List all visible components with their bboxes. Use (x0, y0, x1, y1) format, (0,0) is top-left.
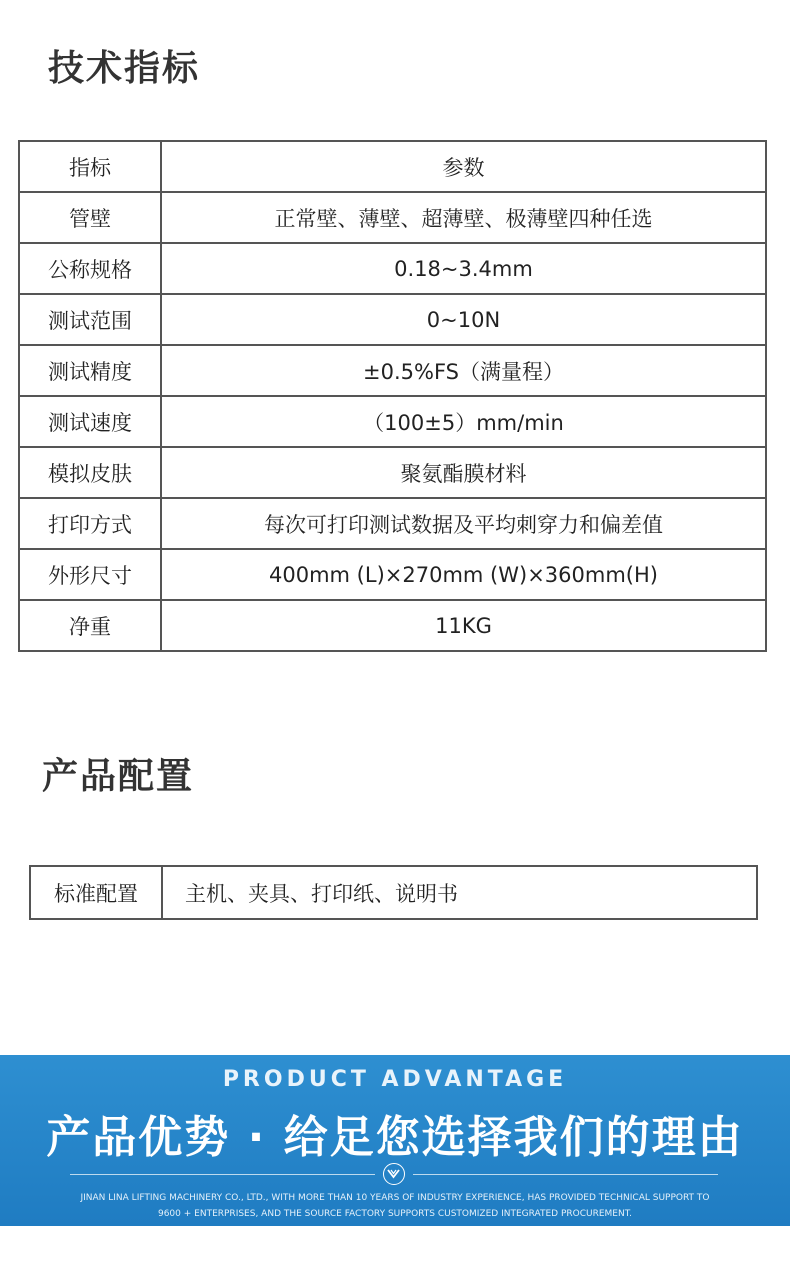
table-row (19, 294, 766, 345)
banner-en-title: PRODUCT ADVANTAGE (222, 1067, 568, 1092)
table-header-row (19, 141, 766, 192)
table-row (30, 866, 757, 919)
row-value: 0.18~3.4mm (161, 243, 766, 294)
config-section-title: 产品配置 (42, 756, 195, 797)
banner-description (40, 1190, 750, 1222)
row-label: 测试范围 (19, 294, 161, 345)
advantage-banner (0, 1055, 790, 1226)
row-label: 测试速度 (19, 396, 161, 447)
row-label: 公称规格 (19, 243, 161, 294)
row-label: 外形尺寸 (19, 549, 161, 600)
row-label: 净重 (19, 600, 161, 651)
banner-cn-title: 产品优势 · 给足您选择我们的理由 (46, 1112, 744, 1163)
row-label: 模拟皮肤 (19, 447, 161, 498)
row-label: 打印方式 (19, 498, 161, 549)
table-row (19, 192, 766, 243)
table-row (19, 447, 766, 498)
banner-desc-line: JINAN LINA LIFTING MACHINERY CO., LTD., WITH MORE THAN 10 YEARS OF INDUSTRY EXPERIENCE, HAS PROVIDED TECHNICAL SUPPORT TO (80, 1193, 710, 1203)
row-value: 聚氨酯膜材料 (161, 447, 766, 498)
row-value: 0~10N (161, 294, 766, 345)
spec-table (18, 140, 767, 652)
banner-desc-line: 9600 + ENTERPRISES, AND THE SOURCE FACTORY SUPPORTS CUSTOMIZED INTEGRATED PROCUREMENT. (157, 1209, 632, 1219)
table-row (19, 243, 766, 294)
table-row (19, 396, 766, 447)
table-row (19, 600, 766, 651)
config-label: 标准配置 (30, 866, 162, 919)
header-value-cell: 参数 (161, 141, 766, 192)
table-row (19, 345, 766, 396)
row-value: 每次可打印测试数据及平均刺穿力和偏差值 (161, 498, 766, 549)
banner-divider-left (70, 1174, 375, 1175)
header-label-cell: 指标 (19, 141, 161, 192)
row-value: 400mm (L)×270mm (W)×360mm(H) (161, 549, 766, 600)
row-value: 11KG (161, 600, 766, 651)
chevron-down-circle-icon (383, 1163, 405, 1185)
row-value: 正常壁、薄壁、超薄壁、极薄壁四种任选 (161, 192, 766, 243)
config-table (29, 865, 758, 920)
table-row (19, 549, 766, 600)
banner-divider-right (413, 1174, 718, 1175)
table-row (19, 498, 766, 549)
row-label: 管壁 (19, 192, 161, 243)
config-value: 主机、夹具、打印纸、说明书 (162, 866, 757, 919)
row-value: （100±5）mm/min (161, 396, 766, 447)
spec-section-title: 技术指标 (48, 48, 201, 89)
row-label: 测试精度 (19, 345, 161, 396)
row-value: ±0.5%FS（满量程） (161, 345, 766, 396)
